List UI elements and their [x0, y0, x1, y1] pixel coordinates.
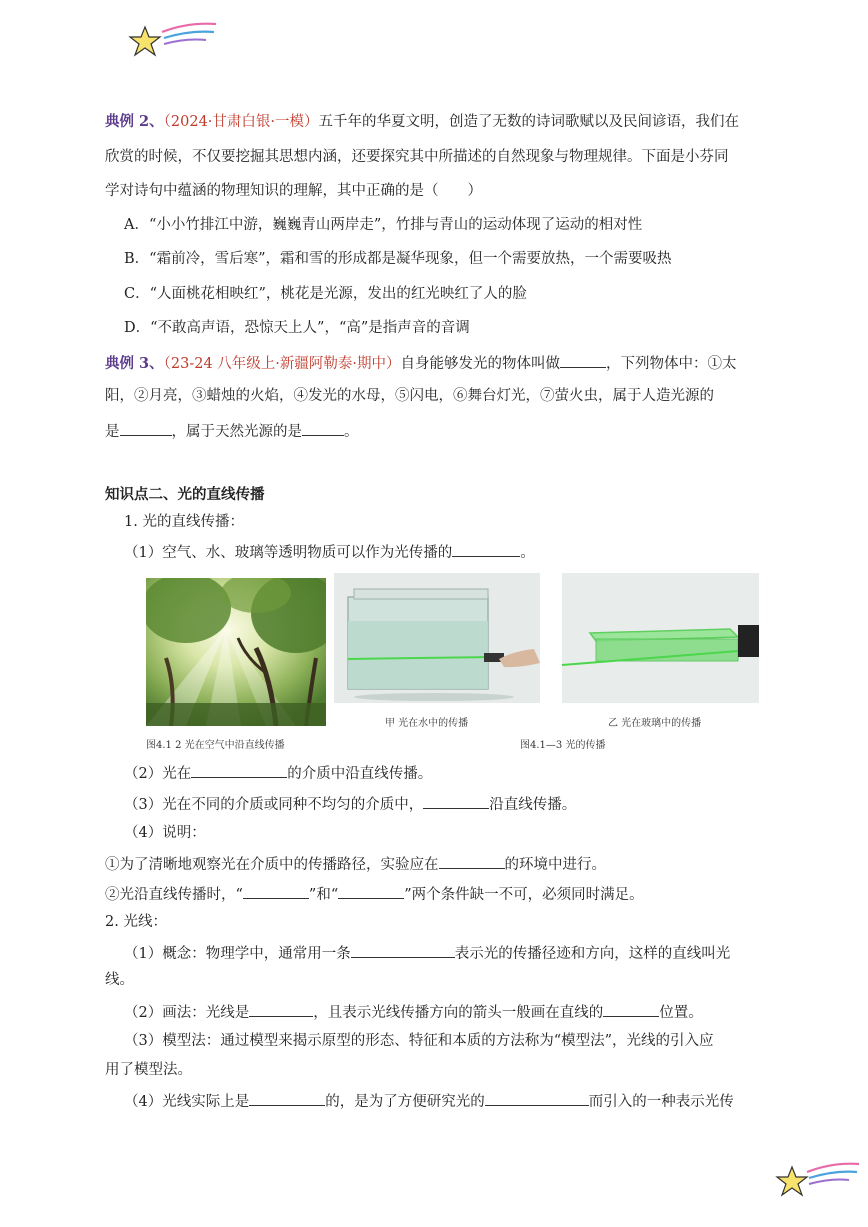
answer-blank[interactable] [302, 420, 344, 436]
answer-blank[interactable] [351, 942, 455, 958]
example2-option-a: A．“小小竹排江中游，巍巍青山两岸走”，竹排与青山的运动体现了运动的相对性 [124, 217, 643, 233]
example3-line3: 是 ，属于天然光源的是 。 [105, 420, 359, 442]
section2-ray4: （4）光线实际上是 的，是为了方便研究光的 而引入的一种表示光传 [124, 1090, 734, 1112]
figure-caption: 图4.1—3 光的传播 [520, 740, 606, 751]
example3-label: 典例 3、 [105, 355, 164, 372]
answer-blank[interactable] [439, 853, 505, 869]
answer-blank[interactable] [243, 883, 309, 899]
example2-source: （2024·甘肃白银·一模） [163, 114, 319, 130]
answer-blank[interactable] [191, 762, 287, 778]
answer-blank[interactable] [249, 1001, 313, 1017]
figure-caption: 图4.1 2 光在空气中沿直线传播 [146, 740, 285, 751]
section2-note2: ②光沿直线传播时，“ ”和“ ”两个条件缺一不可，必须同时满足。 [105, 883, 644, 905]
example3-line1: 典例 3、（23-24 八年级上·新疆阿勒泰·期中）自身能够发光的物体叫做 ，下列物体中：①太 [105, 352, 737, 374]
section2-ray2: （2）画法：光线是 ，且表示光线传播方向的箭头一般画在直线的 位置。 [124, 1001, 703, 1023]
answer-blank[interactable] [120, 420, 172, 436]
example2-line2: 欣赏的时候，不仅要挖掘其思想内涵，还要探究其中所描述的自然现象与物理规律。下面是小芬同 [105, 149, 729, 165]
example2-line1: 典例 2、（2024·甘肃白银·一模）五千年的华夏文明，创造了无数的诗词歌赋以及民间谚语，我们在 [105, 113, 740, 130]
figure-caption: 甲 光在水中的传播 [385, 718, 469, 729]
example2-option-b: B．“霜前冷，雪后寒”，霜和雪的形成都是凝华现象，但一个需要放热，一个需要吸热 [124, 251, 672, 267]
answer-blank[interactable] [423, 793, 489, 809]
section2-ray1: （1）概念：物理学中，通常用一条 表示光的传播径迹和方向，这样的直线叫光 [124, 942, 730, 964]
glass-block-laser-photo [562, 573, 759, 703]
section2-title: 知识点二、光的直线传播 [105, 486, 265, 503]
example2-option-c: C．“人面桃花相映红”，桃花是光源，发出的红光映红了人的脸 [124, 286, 527, 302]
section2-ray1-cont: 线。 [105, 972, 134, 988]
section2-item4: （4）说明： [124, 825, 206, 841]
answer-blank[interactable] [338, 883, 404, 899]
answer-blank[interactable] [485, 1090, 589, 1106]
shooting-star-top-icon [128, 18, 218, 63]
answer-blank[interactable] [603, 1001, 659, 1017]
section2-item1: （1）空气、水、玻璃等透明物质可以作为光传播的 。 [124, 541, 535, 563]
answer-blank[interactable] [249, 1090, 325, 1106]
example2-line3: 学对诗句中蕴涵的物理知识的理解，其中正确的是（ ） [105, 183, 482, 199]
answer-blank[interactable] [560, 352, 606, 368]
shooting-star-bottom-icon [775, 1158, 860, 1200]
example3-line2: 阳，②月亮，③蜡烛的火焰，④发光的水母，⑤闪电，⑥舞台灯光，⑦萤火虫，属于人造光源的 [105, 388, 714, 404]
section2-sub1: 1. 光的直线传播： [124, 514, 244, 530]
section2-sub2: 2. 光线： [105, 914, 167, 930]
figure-caption: 乙 光在玻璃中的传播 [608, 718, 702, 729]
section2-item2: （2）光在 的介质中沿直线传播。 [124, 762, 432, 784]
forest-sunlight-photo [146, 578, 326, 726]
water-tank-laser-photo [334, 573, 540, 703]
section2-ray3-cont: 用了模型法。 [105, 1062, 192, 1078]
example2-label: 典例 2、 [105, 113, 164, 130]
example3-source: （23-24 八年级上·新疆阿勒泰·期中） [163, 356, 401, 372]
example2-option-d: D．“不敢高声语，恐惊天上人”，“高”是指声音的音调 [124, 320, 470, 336]
answer-blank[interactable] [452, 541, 520, 557]
section2-ray3: （3）模型法：通过模型来揭示原型的形态、特征和本质的方法称为“模型法”，光线的引入应 [124, 1033, 714, 1049]
section2-item3: （3）光在不同的介质或同种不均匀的介质中， 沿直线传播。 [124, 793, 576, 815]
section2-note1: ①为了清晰地观察光在介质中的传播路径，实验应在 的环境中进行。 [105, 853, 606, 875]
